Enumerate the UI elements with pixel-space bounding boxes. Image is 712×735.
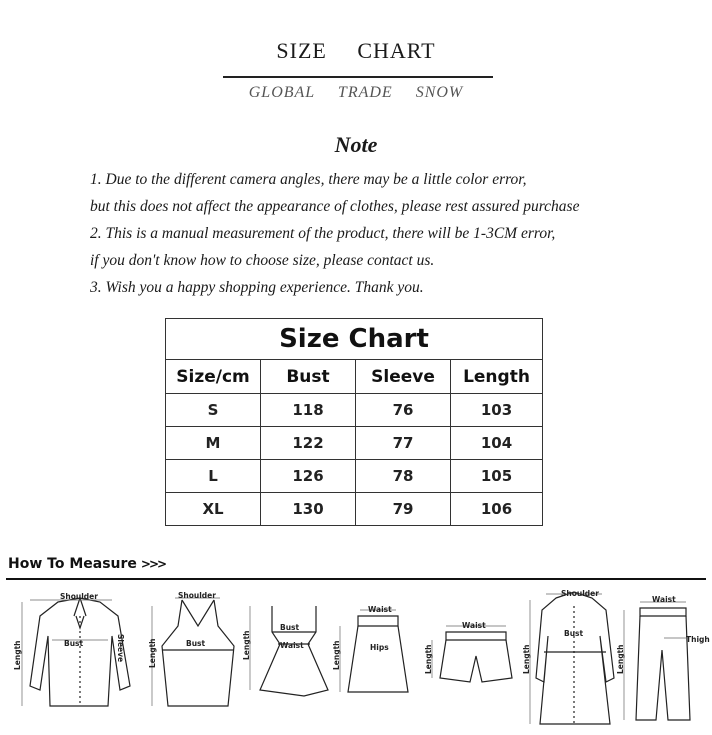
measure-label: Waist (462, 621, 486, 630)
measure-label: Bust (64, 639, 84, 648)
how-to-measure-heading (8, 556, 165, 572)
strap-dress-icon (250, 606, 328, 696)
measure-label: Waist (652, 595, 676, 604)
length-cell: 103 (451, 394, 543, 427)
header (0, 38, 712, 64)
measure-label: Bust (186, 639, 206, 648)
table-caption: Size Chart (166, 319, 543, 360)
blouse-icon (22, 598, 130, 706)
how-to-measure-label: How To Measure (8, 556, 137, 572)
trousers-icon (624, 602, 690, 720)
shorts-icon (432, 626, 512, 682)
table-row (166, 427, 543, 460)
length-cell: 105 (451, 460, 543, 493)
table-row (166, 460, 543, 493)
section-divider (6, 578, 706, 580)
measure-label: Hips (370, 643, 389, 652)
size-cell: M (166, 427, 261, 460)
column-header-sleeve: Sleeve (356, 360, 451, 394)
note-line: if you don't know how to choose size, please contact us. (90, 252, 435, 269)
header-divider (223, 76, 493, 78)
sleeve-cell: 78 (356, 460, 451, 493)
measure-label: Shoulder (178, 591, 216, 600)
size-cell: S (166, 394, 261, 427)
size-chart-table (165, 318, 543, 526)
table-row (166, 394, 543, 427)
page-title: SIZE CHART (276, 38, 436, 63)
bust-cell: 118 (261, 394, 356, 427)
measure-label: Waist (368, 605, 392, 614)
measure-label: Length (242, 630, 251, 660)
note-text (90, 170, 690, 305)
column-header-size: Size/cm (166, 360, 261, 394)
note-line: 1. Due to the different camera angles, there may be a little color error, (90, 171, 527, 188)
camisole-icon (152, 598, 234, 706)
bust-cell: 126 (261, 460, 356, 493)
column-header-bust: Bust (261, 360, 356, 394)
length-cell: 104 (451, 427, 543, 460)
bust-cell: 130 (261, 493, 356, 526)
measure-label: Length (424, 644, 433, 674)
brand-subtitle: GLOBAL TRADE SNOW (248, 84, 464, 101)
measure-label: Sleeve (116, 634, 125, 663)
bust-cell: 122 (261, 427, 356, 460)
note-line: 3. Wish you a happy shopping experience. Thank you. (90, 279, 424, 296)
measurement-diagrams (0, 586, 712, 731)
trench-coat-icon (530, 592, 614, 724)
measure-label: Length (332, 640, 341, 670)
measurement-figures (0, 586, 712, 731)
measure-label: Waist (280, 641, 304, 650)
measure-label: Bust (280, 623, 300, 632)
note-line: but this does not affect the appearance of clothes, please rest assured purchase (90, 198, 580, 215)
measure-label: Length (616, 644, 625, 674)
chevrons-icon: >>> (140, 557, 166, 571)
measure-label: Bust (564, 629, 584, 638)
measure-label: Length (148, 638, 157, 668)
measure-label: Thigh (686, 635, 710, 644)
measure-label: Length (522, 644, 531, 674)
sleeve-cell: 77 (356, 427, 451, 460)
size-cell: XL (166, 493, 261, 526)
note-line: 2. This is a manual measurement of the product, there will be 1-3CM error, (90, 225, 556, 242)
sleeve-cell: 79 (356, 493, 451, 526)
length-cell: 106 (451, 493, 543, 526)
table-header-row (166, 360, 543, 394)
note-title: Note (334, 132, 378, 157)
size-cell: L (166, 460, 261, 493)
sleeve-cell: 76 (356, 394, 451, 427)
column-header-length: Length (451, 360, 543, 394)
measure-label: Length (13, 640, 22, 670)
measure-label: Shoulder (561, 589, 599, 598)
table-row (166, 493, 543, 526)
measure-label: Shoulder (60, 592, 98, 601)
